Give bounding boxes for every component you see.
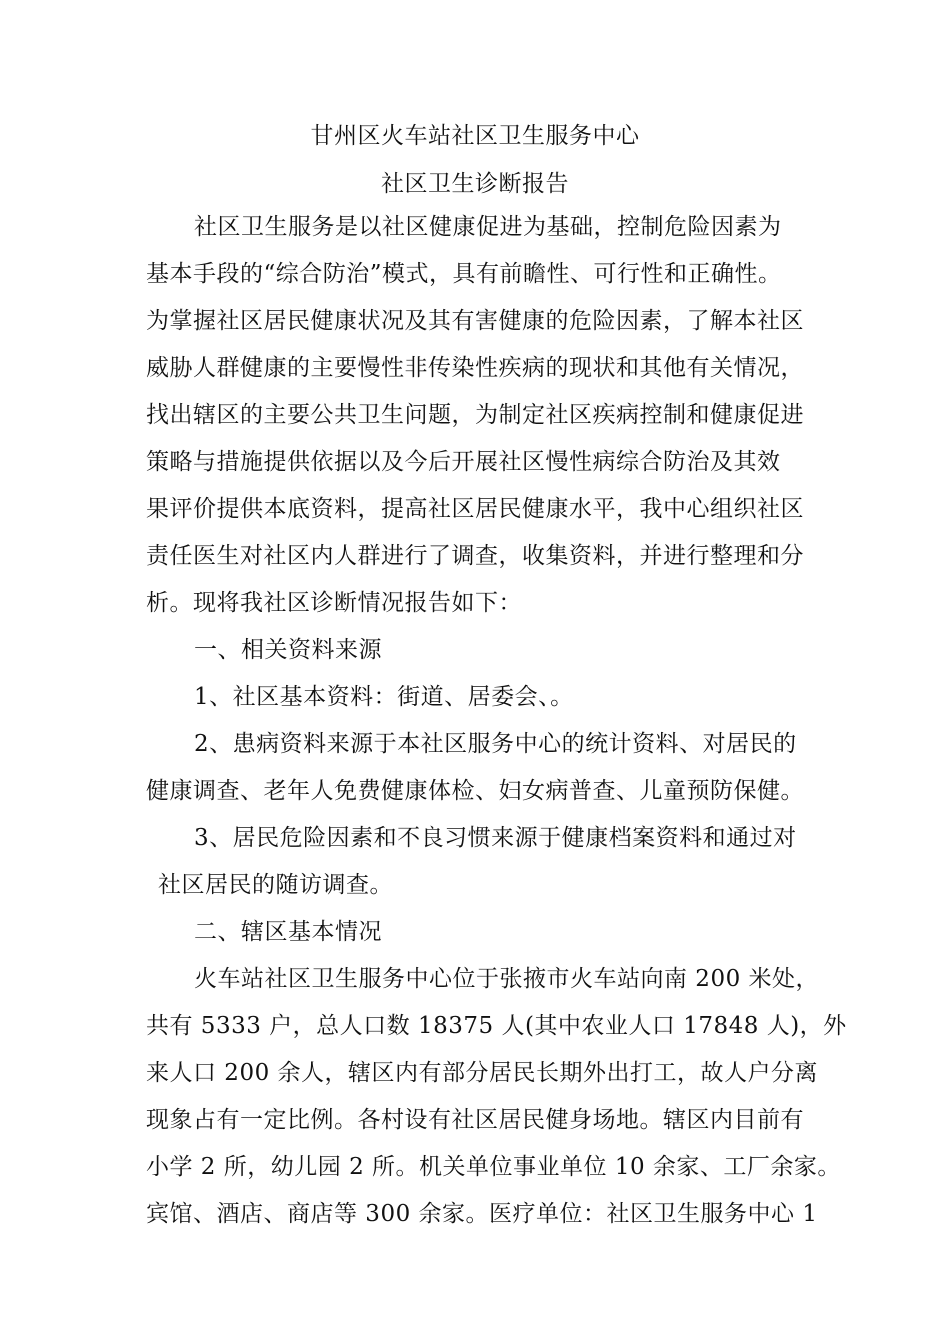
body-line: 责任医生对社区内人群进行了调查，收集资料，并进行整理和分	[146, 543, 804, 569]
body-line: 健康调查、老年人免费健康体检、妇女病普查、儿童预防保健。	[146, 778, 804, 804]
body-line: 宾馆、酒店、商店等 300 余家。医疗单位：社区卫生服务中心 1	[146, 1201, 818, 1227]
body-line: 基本手段的“综合防治”模式，具有前瞻性、可行性和正确性。	[146, 261, 782, 287]
body-line: 火车站社区卫生服务中心位于张掖市火车站向南 200 米处，	[194, 966, 820, 992]
body-line: 找出辖区的主要公共卫生问题，为制定社区疾病控制和健康促进	[146, 402, 804, 428]
body-line: 社区居民的随访调查。	[158, 872, 393, 898]
body-line: 析。现将我社区诊断情况报告如下：	[146, 590, 522, 616]
body-line: 为掌握社区居民健康状况及其有害健康的危险因素，了解本社区	[146, 308, 804, 334]
document-title: 甘州区火车站社区卫生服务中心	[310, 123, 640, 149]
body-line: 1、社区基本资料：街道、居委会、。	[194, 684, 574, 710]
document-subtitle: 社区卫生诊断报告	[381, 171, 569, 197]
body-line: 策略与措施提供依据以及今后开展社区慢性病综合防治及其效	[146, 449, 781, 475]
body-line: 果评价提供本底资料，提高社区居民健康水平，我中心组织社区	[146, 496, 804, 522]
section-heading: 一、相关资料来源	[194, 637, 382, 663]
body-line: 来人口 200 余人，辖区内有部分居民长期外出打工，故人户分离	[146, 1060, 819, 1086]
body-line: 共有 5333 户，总人口数 18375 人(其中农业人口 17848 人)，外	[146, 1013, 847, 1039]
section-heading: 二、辖区基本情况	[194, 919, 382, 945]
body-line: 现象占有一定比例。各村设有社区居民健身场地。辖区内目前有	[146, 1107, 804, 1133]
body-line: 威胁人群健康的主要慢性非传染性疾病的现状和其他有关情况，	[146, 355, 804, 381]
body-line: 3、居民危险因素和不良习惯来源于健康档案资料和通过对	[194, 825, 797, 851]
body-line: 社区卫生服务是以社区健康促进为基础，控制危险因素为	[194, 214, 782, 240]
body-line: 小学 2 所，幼儿园 2 所。机关单位事业单位 10 余家、工厂余家。	[146, 1154, 841, 1180]
body-line: 2、患病资料来源于本社区服务中心的统计资料、对居民的	[194, 731, 797, 757]
